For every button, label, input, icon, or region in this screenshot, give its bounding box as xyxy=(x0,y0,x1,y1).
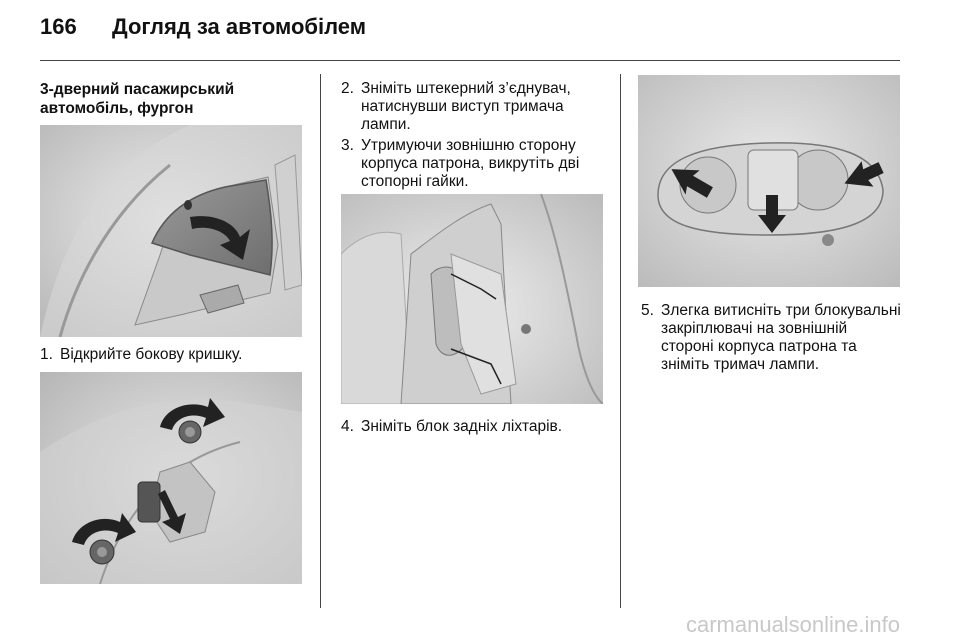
side-cover-illustration xyxy=(40,125,302,337)
step-3-number: 3. xyxy=(341,137,354,154)
step-4-text: Зніміть блок задніх ліхтарів. xyxy=(361,418,563,435)
step-5-text: Злегка витисніть три блокувальні закріплювачі на зовнішній стороні корпуса патрона та зніміть тримач лампи. xyxy=(661,302,901,373)
step-1-text: Відкрийте бокову кришку. xyxy=(60,346,243,363)
step-1-number: 1. xyxy=(40,346,53,363)
taillight-removal-illustration xyxy=(341,194,603,404)
section-title: 3-дверний пасажирський автомобіль, фургон xyxy=(40,81,235,117)
watermark: carmanualsonline.info xyxy=(685,612,900,637)
step-3-text: Утримуючи зовнішню сторону корпуса патрона, викрутіть дві стопорні гайки. xyxy=(361,137,580,190)
step-4-number: 4. xyxy=(341,418,354,435)
column-divider-1 xyxy=(320,74,321,608)
page-header xyxy=(40,14,366,40)
page-title: Догляд за автомобілем xyxy=(112,14,367,39)
header-rule xyxy=(40,60,900,61)
column-divider-2 xyxy=(620,74,621,608)
step-2 xyxy=(341,80,611,134)
step-5-number: 5. xyxy=(641,302,654,319)
step-2-text: Зніміть штекерний з’єднувач, натиснувши виступ тримача лампи. xyxy=(361,80,571,133)
lamp-holder-illustration xyxy=(638,75,900,287)
retaining-nuts-illustration xyxy=(40,372,302,584)
step-3 xyxy=(341,137,611,191)
step-4 xyxy=(341,418,611,436)
page-number: 166 xyxy=(40,14,77,39)
step-1 xyxy=(40,346,310,364)
step-5 xyxy=(641,302,901,374)
step-2-number: 2. xyxy=(341,80,354,97)
